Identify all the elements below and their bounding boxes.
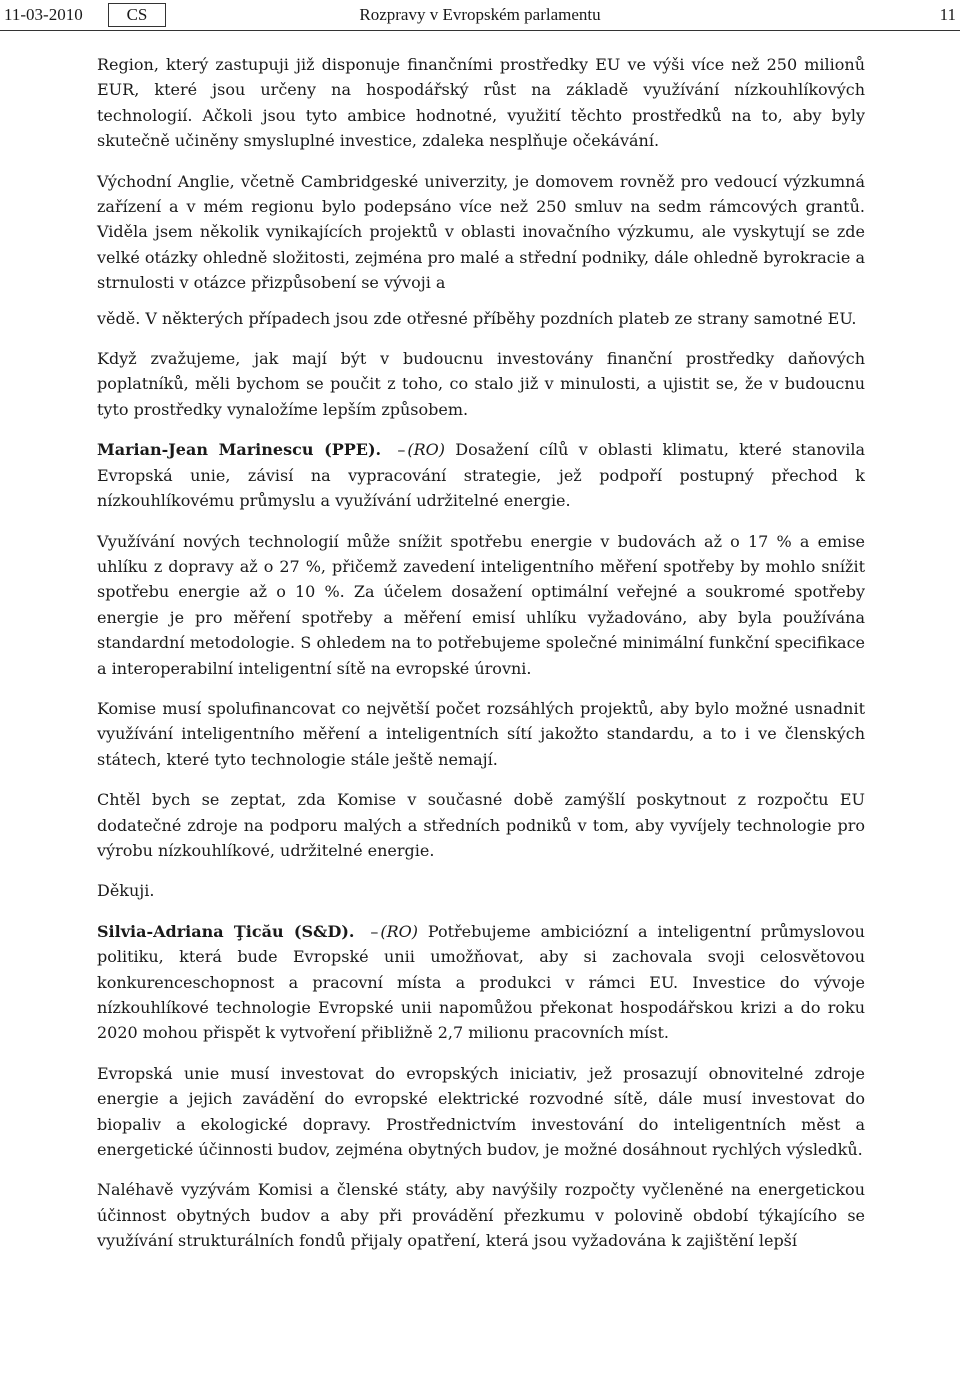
language-tag: (RO) bbox=[407, 440, 446, 460]
speech-paragraph bbox=[97, 919, 865, 1046]
paragraph: Když zvažujeme, jak mají být v budoucnu investovány finanční prostředky daňových poplatníků, měli bychom se poučit z toho, co stalo již v minulosti, a ujistit se, že v budoucnu tyto prostředky vynaložíme lepším způsobem. bbox=[97, 349, 865, 419]
speaker-name: Marian-Jean Marinescu (PPE). bbox=[97, 440, 382, 460]
paragraph: Region, který zastupuji již disponuje finančními prostředky EU ve výši více než 250 milionů EUR, které jsou určeny na hospodářský růst na základě využívání nízkouhlíkových technologií. Ačkoli jsou tyto ambice hodnotné, využití těchto prostředků na to, aby byly skutečně učiněny smysluplné investice, zdaleka nesplňuje očekávání. bbox=[97, 55, 865, 151]
paragraph: vědě. V některých případech jsou zde otřesné příběhy pozdních plateb ze strany samotné EU. bbox=[97, 308, 857, 328]
dash: – bbox=[370, 921, 379, 941]
language-code-box: CS bbox=[108, 3, 166, 27]
paragraph: Východní Anglie, včetně Cambridgeské univerzity, je domovem rovněž pro vedoucí výzkumná zařízení a v mém regionu bylo podepsáno více než 250 smluv na sedm rámcových grantů. Viděla jsem několik vynikajících projektů v oblasti inovačního výzkumu, ale vyskytují se zde velké otázky ohledně složitosti, zejména pro malé a střední podniky, dále ohledně byrokracie a strnulosti v otázce přizpůsobení se vývoji a bbox=[97, 171, 865, 293]
page-header bbox=[0, 0, 960, 31]
dash: – bbox=[397, 440, 406, 460]
speech-text: Dosažení cílů v oblasti klimatu, které stanovila Evropská unie, závisí na vypracování strategie, jež podpoří postupný přechod k nízkouhlíkovému průmyslu a využívání udržitelné energie. bbox=[97, 440, 865, 511]
publication-title: Rozpravy v Evropském parlamentu bbox=[359, 5, 601, 24]
document-body bbox=[97, 52, 865, 1269]
page-number: 11 bbox=[939, 5, 956, 24]
paragraph: Děkuji. bbox=[97, 881, 155, 901]
header-date: 11-03-2010 bbox=[4, 5, 83, 24]
paragraph: Využívání nových technologií může snížit spotřebu energie v budovách až o 17 % a emise uhlíku z dopravy až o 27 %, přičemž zavedení inteligentního měření spotřeby by mohlo snížit spotřebu energie až o 10 %. Za účelem dosažení optimální veřejné a soukromé spotřeby energie je pro měření spotřeby a měření emisí uhlíku vyžadováno, aby byla používána standardní metodologie. S ohledem na to potřebujeme společné minimální funkční specifikace a interoperabilní inteligentní sítě na evropské úrovni. bbox=[97, 531, 865, 678]
paragraph: Naléhavě vyzývám Komisi a členské státy, aby navýšily rozpočty vyčleněné na energetickou účinnost obytných budov a aby při provádění přezkumu v polovině období týkajícího se využívání strukturálních fondů přijaly opatření, která jsou vyžadována k zajištění lepší bbox=[97, 1180, 865, 1251]
paragraph: Evropská unie musí investovat do evropských iniciativ, jež prosazují obnovitelné zdroje energie a jejich zavádění do evropské elektrické rozvodné sítě, dále musí investovat do biopaliv a ekologické dopravy. Prostřednictvím investování do inteligentních měst a energetické účinnosti budov, zejména obytných budov, je možné dosáhnout rychlých výsledků. bbox=[97, 1063, 865, 1160]
speech-text: Potřebujeme ambiciózní a inteligentní průmyslovou politiku, která bude Evropské unii umožňovat, aby si zachovala svoji celosvětovou konkurenceschopnost a pracovní místa a produkci v rámci EU. Investice do vývoje nízkouhlíkové technologie Evropské unii napomůžou překonat hospodářskou krizi a do roku 2020 mohou přispět k vytvoření přibližně 2,7 milionu pracovních míst. bbox=[97, 921, 865, 1043]
language-tag: (RO) bbox=[380, 921, 418, 941]
paragraph: Komise musí spolufinancovat co největší počet rozsáhlých projektů, aby bylo možné usnadnit využívání inteligentního měření a inteligentních sítí jakožto standardu, a to i ve členských státech, které tyto technologie stále ještě nemají. bbox=[97, 698, 865, 769]
speech-paragraph bbox=[97, 437, 865, 513]
speaker-name: Silvia-Adriana Ţicău (S&D). bbox=[97, 921, 355, 941]
paragraph: Chtěl bych se zeptat, zda Komise v současné době zamýšlí poskytnout z rozpočtu EU dodatečné zdroje na podporu malých a středních podniků v tom, aby vyvíjely technologie pro výrobu nízkouhlíkové, udržitelné energie. bbox=[97, 790, 865, 860]
